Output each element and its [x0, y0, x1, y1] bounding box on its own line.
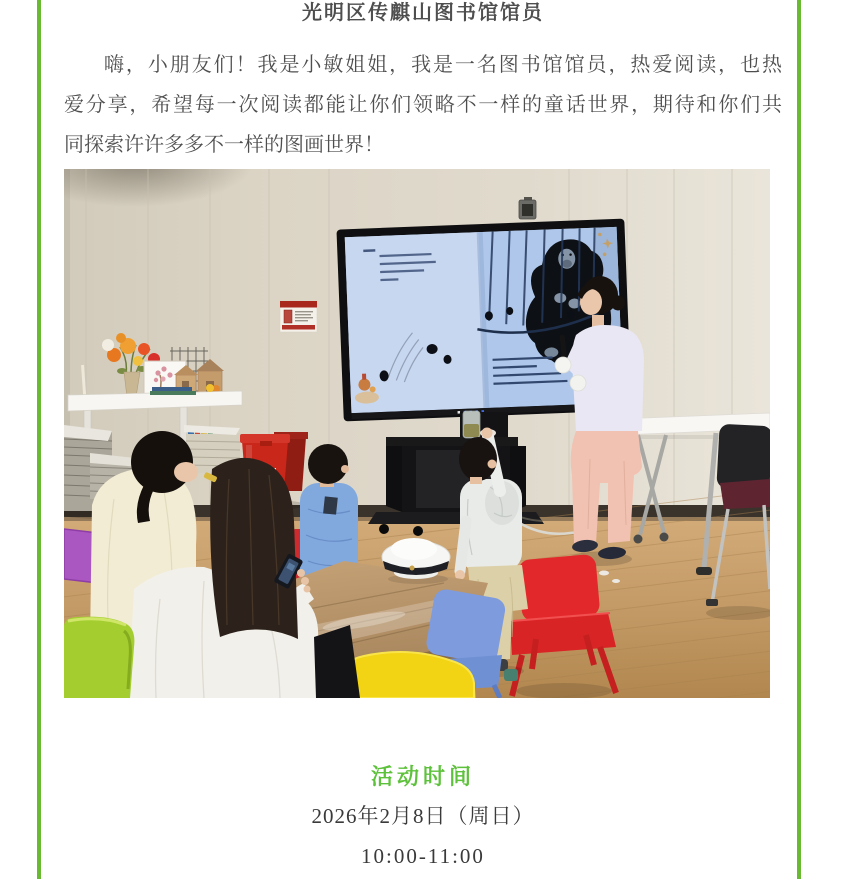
byline: 光明区传麒山图书馆馆员	[302, 2, 544, 24]
intro-line-3: 同探索许许多多不一样的图画世界！	[64, 134, 384, 156]
intro-line-2: 爱分享，希望每一次阅读都能让你们领略不一样的童话世界，期待和你们共	[64, 94, 782, 116]
event-photo-illustration	[64, 169, 770, 698]
green-kid-chair	[64, 617, 134, 698]
wall-sensor	[519, 197, 536, 219]
right-green-divider	[797, 0, 801, 879]
event-photo[interactable]	[64, 169, 770, 698]
wall-poster	[280, 301, 317, 332]
left-green-divider	[37, 0, 41, 879]
event-date: 2026年2月8日（周日）	[311, 804, 535, 828]
event-time-heading: 活动时间	[370, 764, 475, 789]
intro-paragraph	[64, 45, 782, 165]
article-content	[64, 0, 782, 869]
event-time: 10:00-11:00	[361, 844, 485, 868]
intro-line-1: 嗨，小朋友们！我是小敏姐姐，我是一名图书馆馆员，热爱阅读，也热	[104, 54, 782, 76]
